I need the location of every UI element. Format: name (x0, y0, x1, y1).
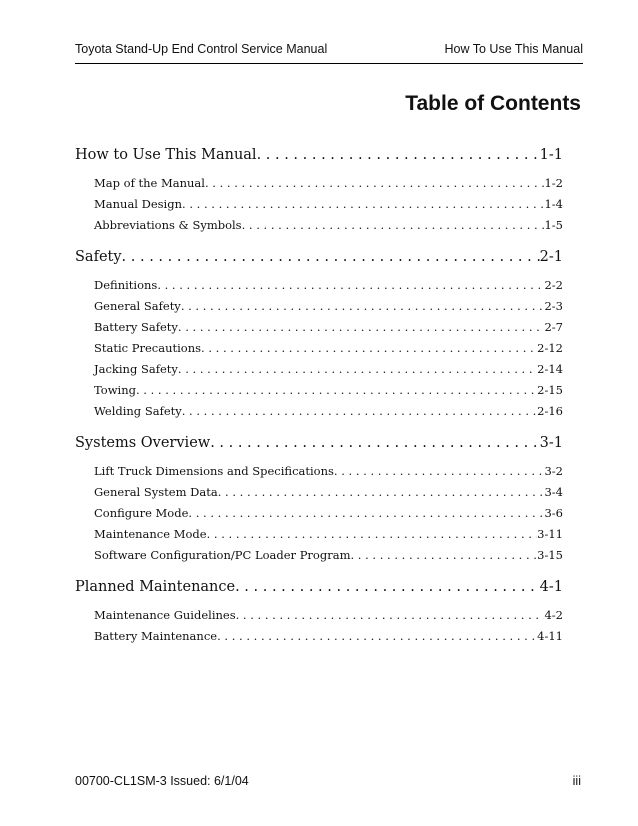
toc-section-entry[interactable] (75, 173, 563, 194)
dot-leader (188, 503, 544, 524)
toc-section-entry[interactable] (75, 401, 563, 422)
toc-section-entry[interactable] (75, 380, 563, 401)
toc-section-entry-label: Manual Design (94, 197, 183, 211)
footer-page-number: iii (572, 774, 581, 788)
dot-leader (157, 275, 544, 296)
toc-section-entry[interactable] (75, 296, 563, 317)
toc-chapter-entry-label: Planned Maintenance (75, 579, 236, 595)
dot-leader (236, 605, 545, 626)
toc-chapter-entry[interactable] (75, 246, 563, 269)
dot-leader (136, 380, 537, 401)
toc-section-entry-label: Towing (94, 383, 136, 397)
toc-section-entry-page-number: 1-5 (544, 218, 563, 232)
dot-leader (201, 338, 537, 359)
header-section-title: How To Use This Manual (444, 42, 583, 56)
toc-chapter-entry-label: Safety (75, 249, 122, 265)
dot-leader (217, 626, 537, 647)
toc-section-entry[interactable] (75, 359, 563, 380)
toc-section-entry[interactable] (75, 317, 563, 338)
toc-section-entry-page-number: 2-15 (537, 383, 563, 397)
toc-section-entry-label: Static Precautions (94, 341, 202, 355)
table-of-contents (75, 144, 563, 647)
toc-chapter-entry-page-number: 3-1 (539, 435, 563, 451)
toc-section-entry-label: Map of the Manual (94, 176, 205, 190)
footer-document-id: 00700-CL1SM-3 Issued: 6/1/04 (75, 774, 249, 788)
toc-section-entry-label: Abbreviations & Symbols (94, 218, 242, 232)
toc-section-entry-label: Software Configuration/PC Loader Program (94, 548, 351, 562)
toc-section-entry-page-number: 3-15 (537, 548, 563, 562)
dot-leader (207, 524, 538, 545)
toc-section-entry-page-number: 2-16 (537, 404, 563, 418)
toc-section-entry[interactable] (75, 626, 563, 647)
header-rule (75, 63, 583, 64)
dot-leader (182, 401, 537, 422)
toc-chapter-entry[interactable] (75, 432, 563, 455)
toc-chapter-entry-page-number: 1-1 (539, 147, 563, 163)
toc-section-entry[interactable] (75, 524, 563, 545)
dot-leader (122, 246, 540, 269)
dot-leader (242, 215, 545, 236)
toc-section-entry[interactable] (75, 482, 563, 503)
dot-leader (178, 359, 537, 380)
running-header (75, 42, 583, 62)
toc-section-entry-page-number: 3-11 (537, 527, 563, 541)
toc-section-entry-page-number: 1-2 (544, 176, 563, 190)
header-manual-title: Toyota Stand-Up End Control Service Manual (75, 42, 328, 56)
toc-section-entry-label: Battery Maintenance (94, 629, 218, 643)
toc-section-entry-page-number: 1-4 (544, 197, 563, 211)
toc-chapter-entry-label: How to Use This Manual (75, 147, 257, 163)
toc-section-entry[interactable] (75, 338, 563, 359)
toc-section-entry[interactable] (75, 605, 563, 626)
toc-section-entry[interactable] (75, 215, 563, 236)
toc-section-entry[interactable] (75, 275, 563, 296)
toc-section-entry-page-number: 3-4 (544, 485, 563, 499)
toc-section-entry-label: Jacking Safety (94, 362, 178, 376)
toc-section-entry-label: Battery Safety (94, 320, 178, 334)
toc-section-entry-page-number: 4-11 (537, 629, 563, 643)
page-title: Table of Contents (405, 92, 581, 115)
toc-section-entry-page-number: 2-3 (544, 299, 563, 313)
toc-section-entry-page-number: 2-7 (544, 320, 563, 334)
toc-section-entry-page-number: 3-6 (544, 506, 563, 520)
toc-section-entry-page-number: 3-2 (544, 464, 563, 478)
dot-leader (205, 173, 545, 194)
dot-leader (350, 545, 537, 566)
dot-leader (210, 432, 539, 455)
dot-leader (182, 194, 544, 215)
toc-section-entry-label: General Safety (94, 299, 181, 313)
dot-leader (178, 317, 545, 338)
toc-section-entry-page-number: 4-2 (544, 608, 563, 622)
toc-section-entry-page-number: 2-2 (544, 278, 563, 292)
toc-chapter-entry-page-number: 2-1 (539, 249, 563, 265)
dot-leader (181, 296, 545, 317)
toc-section-entry-label: Lift Truck Dimensions and Specifications (94, 464, 334, 478)
toc-section-entry[interactable] (75, 545, 563, 566)
toc-section-entry-page-number: 2-12 (537, 341, 563, 355)
toc-chapter-entry-label: Systems Overview (75, 435, 211, 451)
toc-chapter-entry-page-number: 4-1 (539, 579, 563, 595)
toc-section-entry-label: Maintenance Mode (94, 527, 207, 541)
dot-leader (334, 461, 545, 482)
toc-section-entry[interactable] (75, 503, 563, 524)
toc-chapter-entry[interactable] (75, 144, 563, 167)
toc-section-entry-label: Definitions (94, 278, 158, 292)
toc-section-entry-label: Maintenance Guidelines (94, 608, 236, 622)
dot-leader (235, 576, 540, 599)
toc-section-entry[interactable] (75, 461, 563, 482)
toc-section-entry-label: General System Data (94, 485, 218, 499)
toc-chapter-entry[interactable] (75, 576, 563, 599)
toc-section-entry-label: Configure Mode (94, 506, 189, 520)
toc-section-entry-label: Welding Safety (94, 404, 182, 418)
toc-section-entry[interactable] (75, 194, 563, 215)
toc-section-entry-page-number: 2-14 (537, 362, 563, 376)
dot-leader (257, 144, 540, 167)
dot-leader (218, 482, 545, 503)
